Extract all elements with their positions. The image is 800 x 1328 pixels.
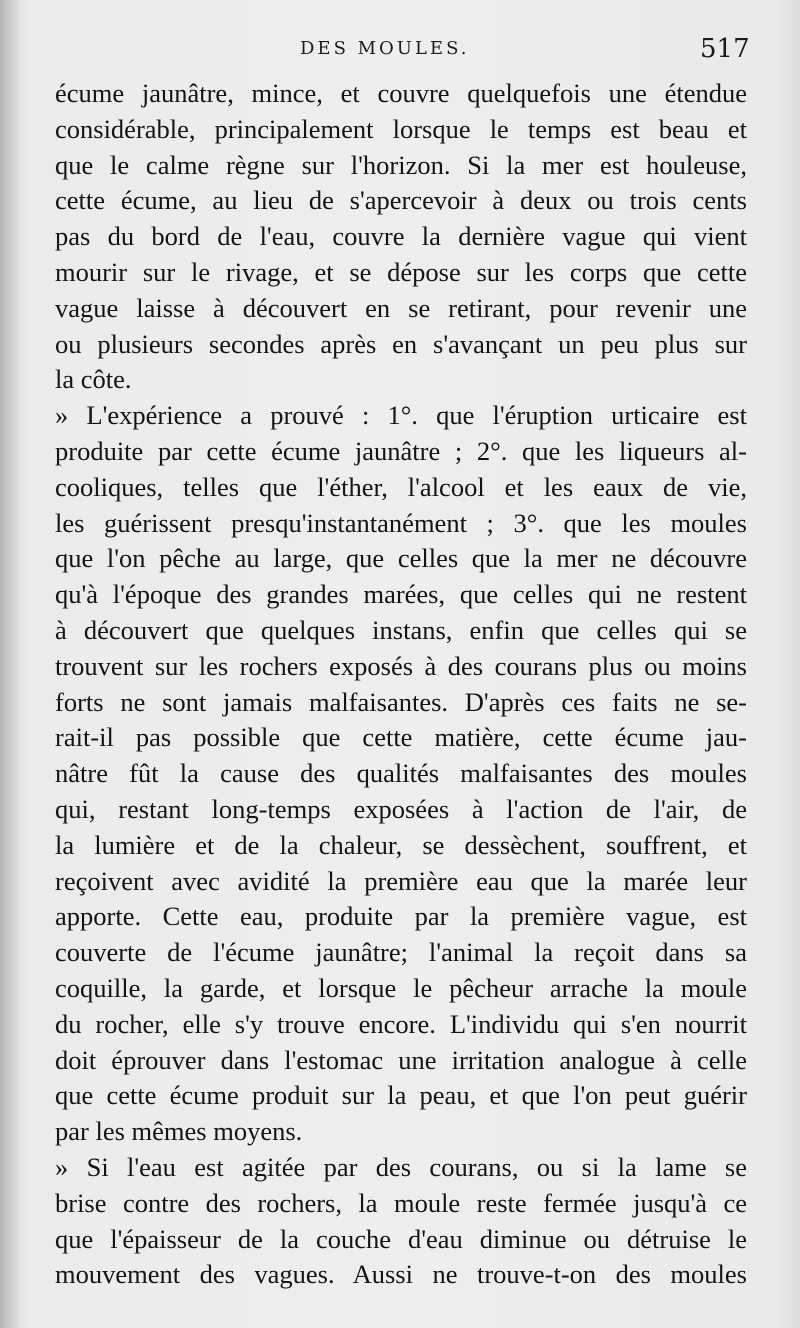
- text-line: écume jaunâtre, mince, et couvre quelquefois une étendue: [55, 78, 747, 108]
- text-line: pas du bord de l'eau, couvre la dernière vague qui vient: [55, 221, 747, 252]
- text-line: vague laisse à découvert en se retirant, pour revenir une: [55, 292, 747, 323]
- body-text: [55, 76, 747, 1293]
- text-line: que cette écume produit sur la peau, et que l'on peut guérir: [55, 1080, 747, 1111]
- text-line: les guérissent presqu'instantanément ; 3°. que les moules: [55, 507, 747, 538]
- text-line: la côte.: [55, 364, 132, 395]
- text-line: brise contre des rochers, la moule reste fermée jusqu'à ce: [55, 1187, 747, 1218]
- text-line: rait-il pas possible que cette matière, cette écume jau-: [55, 722, 747, 753]
- text-line: ou plusieurs secondes après en s'avançant un peu plus sur: [55, 328, 747, 359]
- text-line: cooliques, telles que l'éther, l'alcool et les eaux de vie,: [55, 471, 747, 502]
- text-line: qu'à l'époque des grandes marées, que celles qui ne restent: [55, 579, 747, 610]
- text-line: forts ne sont jamais malfaisantes. D'après ces faits ne se-: [55, 686, 747, 717]
- text-line: trouvent sur les rochers exposés à des courans plus ou moins: [55, 650, 747, 681]
- text-line: mouvement des vagues. Aussi ne trouve-t-on des moules: [55, 1259, 747, 1290]
- text-line: reçoivent avec avidité la première eau que la marée leur: [55, 865, 747, 896]
- text-line: couverte de l'écume jaunâtre; l'animal la reçoit dans sa: [55, 937, 747, 968]
- text-line: » L'expérience a prouvé : 1°. que l'éruption urticaire est: [55, 400, 747, 431]
- text-line: que le calme règne sur l'horizon. Si la mer est houleuse,: [55, 149, 747, 180]
- text-line: produite par cette écume jaunâtre ; 2°. que les liqueurs al-: [55, 435, 747, 466]
- text-line: par les mêmes moyens.: [55, 1116, 303, 1147]
- text-line: doit éprouver dans l'estomac une irritation analogue à celle: [55, 1044, 747, 1075]
- text-line: mourir sur le rivage, et se dépose sur les corps que cette: [55, 256, 747, 287]
- page-number: 517: [700, 34, 750, 64]
- text-line: coquille, la garde, et lorsque le pêcheur arrache la moule: [55, 972, 747, 1003]
- text-line: du rocher, elle s'y trouve encore. L'individu qui s'en nourrit: [55, 1008, 747, 1039]
- text-line: la lumière et de la chaleur, se dessèchent, souffrent, et: [55, 829, 747, 860]
- text-line: » Si l'eau est agitée par des courans, ou si la lame se: [55, 1151, 747, 1182]
- text-line: que l'on pêche au large, que celles que la mer ne découvre: [55, 543, 747, 574]
- text-line: nâtre fût la cause des qualités malfaisantes des moules: [55, 758, 747, 789]
- running-title: DES MOULES.: [300, 38, 470, 59]
- text-line: cette écume, au lieu de s'apercevoir à deux ou trois cents: [55, 185, 747, 216]
- text-line: considérable, principalement lorsque le temps est beau et: [55, 113, 747, 144]
- running-head: [0, 34, 800, 74]
- text-line: qui, restant long-temps exposées à l'action de l'air, de: [55, 793, 747, 824]
- text-line: que l'épaisseur de la couche d'eau diminue ou détruise le: [55, 1223, 747, 1254]
- text-line: apporte. Cette eau, produite par la première vague, est: [55, 901, 747, 932]
- text-line: à découvert que quelques instans, enfin que celles qui se: [55, 614, 747, 645]
